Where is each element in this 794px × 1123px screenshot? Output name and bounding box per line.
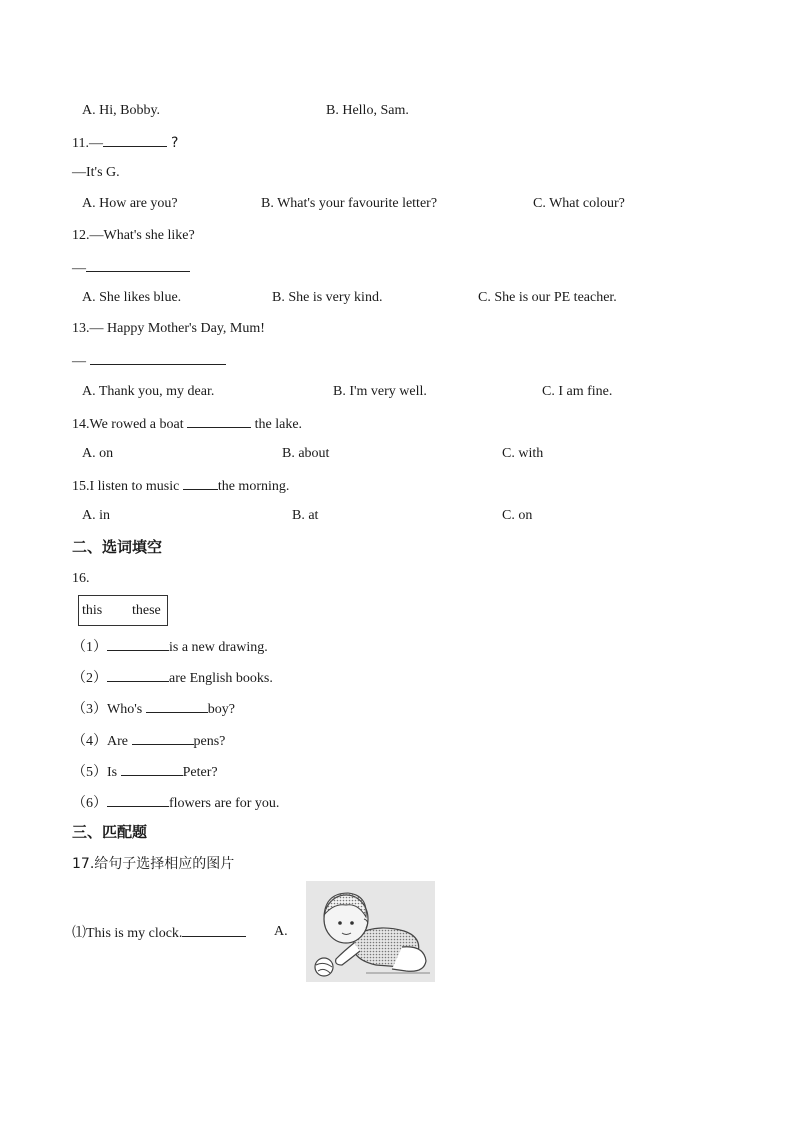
q16-item-6 [72, 793, 279, 813]
item-text-after: flowers are for you. [169, 796, 280, 811]
item-2-answer-blank[interactable] [107, 668, 169, 682]
q17-item-1 [72, 923, 246, 943]
q15-option-a: A. in [82, 508, 110, 523]
baby-crawling-illustration [306, 881, 435, 982]
item-number: （4） [72, 734, 107, 749]
q11-stem [72, 133, 178, 153]
item-text-before: Are [107, 734, 132, 749]
item-number: （6） [72, 796, 107, 811]
q14-option-a: A. on [82, 446, 114, 461]
q13-reply [72, 351, 226, 371]
q16-number: 16. [72, 571, 90, 586]
q11-option-b: B. What's your favourite letter? [261, 196, 438, 211]
q17-option-a-label: A. [274, 924, 288, 939]
item-text-before: Is [107, 765, 121, 780]
q17-item-1-answer-blank[interactable] [182, 923, 246, 937]
q14-answer-blank[interactable] [187, 414, 251, 428]
q11-reply: —It's G. [72, 165, 120, 180]
q15-stem-start: 15.I listen to music [72, 479, 183, 494]
q14-stem-end: the lake. [251, 417, 303, 432]
q13-dash: — [72, 354, 90, 369]
item-text-after: boy? [207, 702, 235, 717]
q14-option-c: C. with [502, 446, 544, 461]
q13-stem: 13.— Happy Mother's Day, Mum! [72, 321, 265, 336]
q14-stem-start: 14.We rowed a boat [72, 417, 188, 432]
word-box [78, 595, 168, 626]
q15-option-c: C. on [502, 508, 533, 523]
q16-item-2 [72, 668, 273, 688]
q13-answer-blank[interactable] [90, 351, 226, 365]
q17-item-1-text: ⑴This is my clock. [72, 926, 183, 941]
baby-crawling-picture [306, 881, 435, 982]
item-number: （1） [72, 640, 107, 655]
q15-stem [72, 476, 289, 496]
q12-option-c: C. She is our PE teacher. [478, 290, 617, 305]
q12-option-a: A. She likes blue. [82, 290, 182, 305]
q15-stem-end: the morning. [217, 479, 290, 494]
q15-option-b: B. at [292, 508, 319, 523]
q11-number: 11.— [72, 136, 103, 151]
q11-question-mark: ? [170, 135, 179, 151]
word-box-these: these [132, 603, 161, 618]
section3-title: 三、匹配题 [72, 823, 148, 841]
q11-option-c: C. What colour? [533, 196, 625, 211]
q14-option-b: B. about [282, 446, 330, 461]
q12-dash: — [72, 261, 86, 276]
item-number: （5） [72, 765, 107, 780]
q13-option-c: C. I am fine. [542, 384, 613, 399]
q16-item-5 [72, 762, 218, 782]
q17-stem: 17.给句子选择相应的图片 [72, 856, 235, 872]
q11-answer-blank[interactable] [103, 133, 167, 147]
item-4-answer-blank[interactable] [132, 731, 194, 745]
q13-option-a: A. Thank you, my dear. [82, 384, 215, 399]
q12-reply [72, 258, 190, 278]
item-5-answer-blank[interactable] [121, 762, 183, 776]
q16-item-1 [72, 637, 268, 657]
q12-option-b: B. She is very kind. [272, 290, 383, 305]
q16-item-3 [72, 699, 235, 719]
word-box-this: this [82, 603, 103, 618]
item-text-after: Peter? [182, 765, 218, 780]
item-text-after: pens? [193, 734, 226, 749]
q13-option-b: B. I'm very well. [333, 384, 427, 399]
section2-title: 二、选词填空 [72, 538, 163, 556]
item-text-after: is a new drawing. [169, 640, 268, 655]
q10-option-a: A. Hi, Bobby. [82, 103, 161, 118]
q12-stem: 12.—What's she like? [72, 228, 195, 243]
item-6-answer-blank[interactable] [107, 793, 169, 807]
q16-item-4 [72, 731, 225, 751]
item-text-before: Who's [107, 702, 146, 717]
item-text-after: are English books. [169, 671, 273, 686]
item-3-answer-blank[interactable] [146, 699, 208, 713]
item-1-answer-blank[interactable] [107, 637, 169, 651]
item-number: （3） [72, 702, 107, 717]
q15-answer-blank[interactable] [183, 476, 218, 490]
q10-option-b: B. Hello, Sam. [326, 103, 409, 118]
q14-stem [72, 414, 302, 434]
item-number: （2） [72, 671, 107, 686]
q11-option-a: A. How are you? [82, 196, 178, 211]
q12-answer-blank[interactable] [86, 258, 190, 272]
